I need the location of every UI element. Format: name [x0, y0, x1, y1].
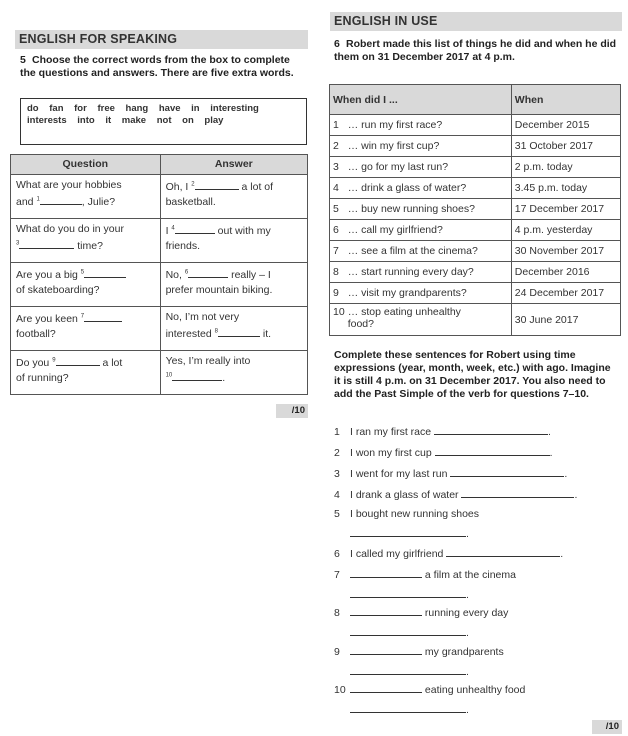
table-row: 10 … stop eating unhealthy food? 30 June 2017 — [330, 304, 621, 336]
word-box-word: have — [158, 103, 181, 114]
table-row — [11, 351, 308, 395]
robert-list-table — [329, 84, 621, 336]
sentence-9: 9 my grandparents . — [334, 646, 504, 678]
blank-1[interactable] — [40, 193, 82, 205]
word-box-word: make — [121, 115, 147, 126]
exercise-5-instruction — [20, 54, 308, 80]
answer-cell: No, I’m not very interested $^8$ it. — [160, 307, 307, 351]
sentence-8: 8 running every day . — [334, 607, 509, 639]
question-cell: Are you keen $^7$ football? — [11, 307, 161, 351]
table-row: 8 … start running every day? December 2016 — [330, 262, 621, 283]
sentence-10: 10 eating unhealthy food . — [334, 684, 526, 716]
when-header: When — [511, 85, 620, 115]
answer-cell: Yes, I’m really into $^{10}$ . — [160, 351, 307, 395]
answer-blank[interactable] — [450, 466, 564, 477]
exercise-number: 5 — [20, 54, 26, 66]
word-box-word: in — [191, 103, 200, 114]
table-row: 2 … win my first cup? 31 October 2017 — [330, 136, 621, 157]
sentence-1: 1 I ran my first race . — [334, 426, 551, 438]
table-row: 7 … see a film at the cinema? 30 November 2017 — [330, 241, 621, 262]
sentence-5: 5 I bought new running shoes . — [334, 508, 480, 540]
verb-blank[interactable] — [350, 644, 422, 655]
verb-blank[interactable] — [350, 567, 422, 578]
when-did-i-header: When did I ... — [330, 85, 512, 115]
word-box-word: not — [156, 115, 172, 126]
sentence-6: 6 I called my girlfriend . — [334, 548, 564, 560]
instruction-text: Choose the correct words from the box to complete the questions and answers. There are five extra words. — [20, 54, 294, 79]
table-row: 1 … run my first race? December 2015 — [330, 115, 621, 136]
sentence-2: 2 I won my first cup . — [334, 447, 553, 459]
answer-cell: Oh, I $^2$ a lot of basketball. — [160, 175, 307, 219]
exercise-number: 6 — [334, 38, 340, 50]
answer-blank[interactable] — [350, 625, 466, 636]
table-row: 9 … visit my grandparents? 24 December 2017 — [330, 283, 621, 304]
blank-10[interactable] — [172, 369, 222, 381]
word-box-word: play — [204, 115, 224, 126]
answer-blank[interactable] — [446, 546, 560, 557]
blank-2[interactable] — [195, 178, 239, 190]
table-row — [11, 307, 308, 351]
use-score-box: /10 — [592, 720, 622, 734]
word-box — [20, 98, 307, 145]
table-row: 3 … go for my last run? 2 p.m. today — [330, 157, 621, 178]
question-cell: Are you a big $^5$ of skateboarding? — [11, 263, 161, 307]
blank-4[interactable] — [175, 222, 215, 234]
sentence-3: 3 I went for my last run . — [334, 468, 568, 480]
use-section-title: ENGLISH IN USE — [330, 12, 622, 31]
question-cell: What are your hobbies and $^1$ , Julie? — [11, 175, 161, 219]
word-box-word: free — [97, 103, 115, 114]
word-box-word: do — [27, 103, 39, 114]
sentence-4: 4 I drank a glass of water . — [334, 489, 578, 501]
blank-3[interactable] — [19, 237, 74, 249]
verb-blank[interactable] — [350, 682, 422, 693]
blank-6[interactable] — [188, 266, 228, 278]
answer-cell: I $^4$ out with my friends. — [160, 219, 307, 263]
answer-blank[interactable] — [350, 664, 466, 675]
table-row — [11, 175, 308, 219]
answer-header: Answer — [160, 155, 307, 175]
question-header: Question — [11, 155, 161, 175]
answer-blank[interactable] — [350, 702, 466, 713]
table-row: 6 … call my girlfriend? 4 p.m. yesterday — [330, 220, 621, 241]
answer-blank[interactable] — [461, 487, 574, 498]
verb-blank[interactable] — [350, 605, 422, 616]
word-box-word: fan — [49, 103, 64, 114]
word-box-word: for — [74, 103, 87, 114]
blank-9[interactable] — [56, 354, 100, 366]
table-row — [11, 219, 308, 263]
table-row: 5 … buy new running shoes? 17 December 2017 — [330, 199, 621, 220]
speaking-score-box: /10 — [276, 404, 308, 418]
blank-5[interactable] — [84, 266, 126, 278]
answer-cell: No, $^6$ really – I prefer mountain biking. — [160, 263, 307, 307]
word-box-word: it — [105, 115, 112, 126]
question-cell: Do you $^9$ a lot of running? — [11, 351, 161, 395]
word-box-word: on — [182, 115, 194, 126]
answer-blank[interactable] — [434, 424, 548, 435]
question-answer-table — [10, 154, 308, 395]
question-cell: What do you do in your $^3$ time? — [11, 219, 161, 263]
blank-8[interactable] — [218, 325, 260, 337]
speaking-section-title: ENGLISH FOR SPEAKING — [15, 30, 308, 49]
word-box-word: hang — [125, 103, 149, 114]
word-box-word: interesting — [210, 103, 259, 114]
exercise-6-instruction — [334, 38, 619, 64]
instruction-text: Robert made this list of things he did and when he did them on 31 December 2017 at 4 p.m. — [334, 38, 617, 63]
exercise-7-instruction: Complete these sentences for Robert using time expressions (year, month, week, etc.) with ago. Imagine it is still 4 p.m. on 31 December 2017. You also need to add the Past Simple of the verb for questions 7–10. — [334, 349, 611, 400]
answer-blank[interactable] — [350, 587, 466, 598]
word-box-word: into — [77, 115, 95, 126]
word-box-word: interests — [27, 115, 67, 126]
table-row: 4 … drink a glass of water? 3.45 p.m. today — [330, 178, 621, 199]
answer-blank[interactable] — [435, 445, 550, 456]
blank-7[interactable] — [84, 310, 122, 322]
sentence-7: 7 a film at the cinema . — [334, 569, 516, 601]
answer-blank[interactable] — [350, 526, 466, 537]
table-row — [11, 263, 308, 307]
